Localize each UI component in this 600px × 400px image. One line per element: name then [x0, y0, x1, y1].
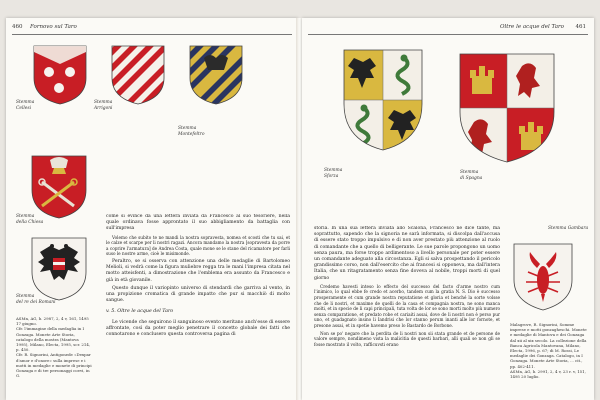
caption-gambara: Stemma Gambara — [548, 226, 589, 231]
left-running-head: Fornovo sul Taro — [30, 24, 77, 30]
footnote: Cfr. l'immagine della medaglia in I Gonzaga. Monete Arte Storia, catalogo della mostra (Mantova 1995), Milano, Electa, 1995, scr. 214, p. 450. — [16, 326, 91, 353]
right-running-head: Oltre le acque del Taro — [499, 24, 564, 30]
footnote: Cfr. R. Signorini, Antigonede «Dexpar d'amor e d'onore» sulla imprese e i motti in medaglie e monete di principi Gonzaga e di tre personaggi coevi, in G. — [16, 352, 92, 379]
footnote: Malagrove, R. Signorini, Somme imprese e motti gonzagheschi. Monete e medaglie di Mantova e dei Gonzaga dal xii al xix secolo. La collezione della Banca Agricola Mantovana, Milano, Electa, 1996, p. 67; di M. Rossi, Le medaglie dei Gonzaga. Catalogo, in I Gonzaga. Monete Arte Storia, ... cit., pp. 402-411. — [510, 322, 587, 369]
left-header-rule — [12, 34, 292, 35]
footnote: ASMn, AG, b. 2987, 2, 4 v, 161, 1495 17 giugno. — [16, 316, 89, 327]
footnote: ASMn, AG, b. 2991, 2, 4 v, 23 r. v, 151, 1495 20 luglio. — [510, 368, 586, 380]
paragraph: storia. In una sua lettera inviata allo Scalona, Francesco ne dice tante, ma soprattutto, sapendo che la signoria ne sarà informata, si discolpa dall'accusa di essere stato troppo impulsivo e di non aver prestato più attenzione al ruolo di comandante che a quello di belligerante. Le sue parole propongono un uomo senza paura, ma forse troppo ardimentoso a livello personale per poter essere un comandante adeguato alla circostanza. Egli si salva prospettando il pericolo grandissimo corso, non dall'esercito che ai francesi si opponeva, ma dall'intera Italia, che un ritagratamento senza fine doveva al nobile, troppi morti di quel giorno — [314, 226, 500, 281]
della-chiesa-shield — [30, 154, 88, 220]
quote-paragraph: Non se po' negare che la perdita de li nostri non sii stata grande et de persone de valore sempre, nondimeno vista la malicitia de questi barbari, alli quali se non gli se fosse mostrato il volto, rafficuvsti erano — [314, 330, 500, 347]
left-footnotes — [16, 316, 92, 396]
quote-paragraph: Volemo che subito te ne mandi la nostra sopravesta, nomea et scosti che tu sai, et le calze et scarpe per li nostri ragazi. Ancora mandamo la nostra [sopravesta da porre a coprire l'armatura] de Andrea Costa, quale mone se le stane del ricamatore per farli suso le nostre arme, cioè le misimonde. — [106, 234, 290, 257]
montefeltro-shield — [188, 44, 244, 106]
caption-spagna: Stemma di Spagna — [460, 170, 483, 181]
right-page — [302, 18, 594, 400]
cellesi-shield — [32, 44, 88, 106]
re-dei-romani-shield — [30, 236, 88, 302]
paragraph: Questo dunque il variopinto universo di stendardi che garriva al vento, in una propizione cromatica di grande impatto che pur si macchiò di molto sangue. — [106, 285, 290, 304]
left-page-number: 460 — [12, 24, 23, 30]
paragraph: Peraltro, se si osserva con attenzione una delle medaglie di Bartolomeo Melioli, si vedrà come la figura muliebre regga tra le mani l'impresa citata nel motto atteisfenti, a dimostrazione che l'emblema era assunto da Francesco e già in età giovanile. — [106, 258, 290, 283]
caption-sforza: Stemma Sforza — [324, 168, 343, 179]
right-header-rule — [308, 34, 588, 35]
sforza-shield — [342, 48, 424, 152]
caption-montefeltro: Stemma Montefeltro — [178, 126, 205, 137]
caption-arrigoni: Stemma Arrigoni — [94, 100, 113, 111]
section-title: v. 5. Oltre le acque del Taro — [106, 309, 174, 315]
caption-della-chiesa: Stemma della Chiesa — [16, 214, 44, 225]
gambara-shield — [512, 242, 574, 312]
paragraph: come si evince da una lettera inviata da Francesco al suo tesoriere, nella quale ordinava fosse approntato il suo abbigliamento da battaglia con sull'impresa — [106, 214, 290, 232]
caption-re-dei-romani: Stemma del re dei Romani — [16, 294, 56, 305]
caption-cellesi: Stemma Cellesi — [16, 100, 35, 111]
quote-paragraph: Credemo havesti inteso lo effecto del successo del facto d'arme nostro cum l'inimico, lo qual ebbe fe credo et acerbo, tandem cum la gratia N. S. Dio è successo prosperamente et cum grande nostra reputatione et gloria et benché la sorte volsse che de li nostri, et maxime de quelli de la casa et compagnia nostra, ne sono manca molti, et in specie de li capi principali, tuta volta de lor se sono morti molto più numero senza comparatione, et predato robe et cariaiti assai, dove de li nostri non è perso pur uno, et guadagnato insino li Iandrisi che lor stanno perum inanti alle lor fornote, et presone assai, et in spetie havemo preso lo Bastardo de Borbone. — [314, 283, 500, 328]
paragraph: Le vicende che seguirono il sanguinoso evento meritano anch'esse di essere affrontate, così da poter meglio penetrare il concetto globale dei fatti che connotarono e conclusero questa controversa pagina di — [106, 319, 290, 338]
left-page — [6, 18, 298, 400]
arrigoni-shield — [110, 44, 166, 106]
right-page-number: 461 — [575, 24, 586, 30]
left-body-text — [106, 214, 290, 396]
right-footnotes — [510, 322, 588, 396]
right-body-text — [314, 226, 500, 396]
spagna-shield — [458, 52, 556, 164]
